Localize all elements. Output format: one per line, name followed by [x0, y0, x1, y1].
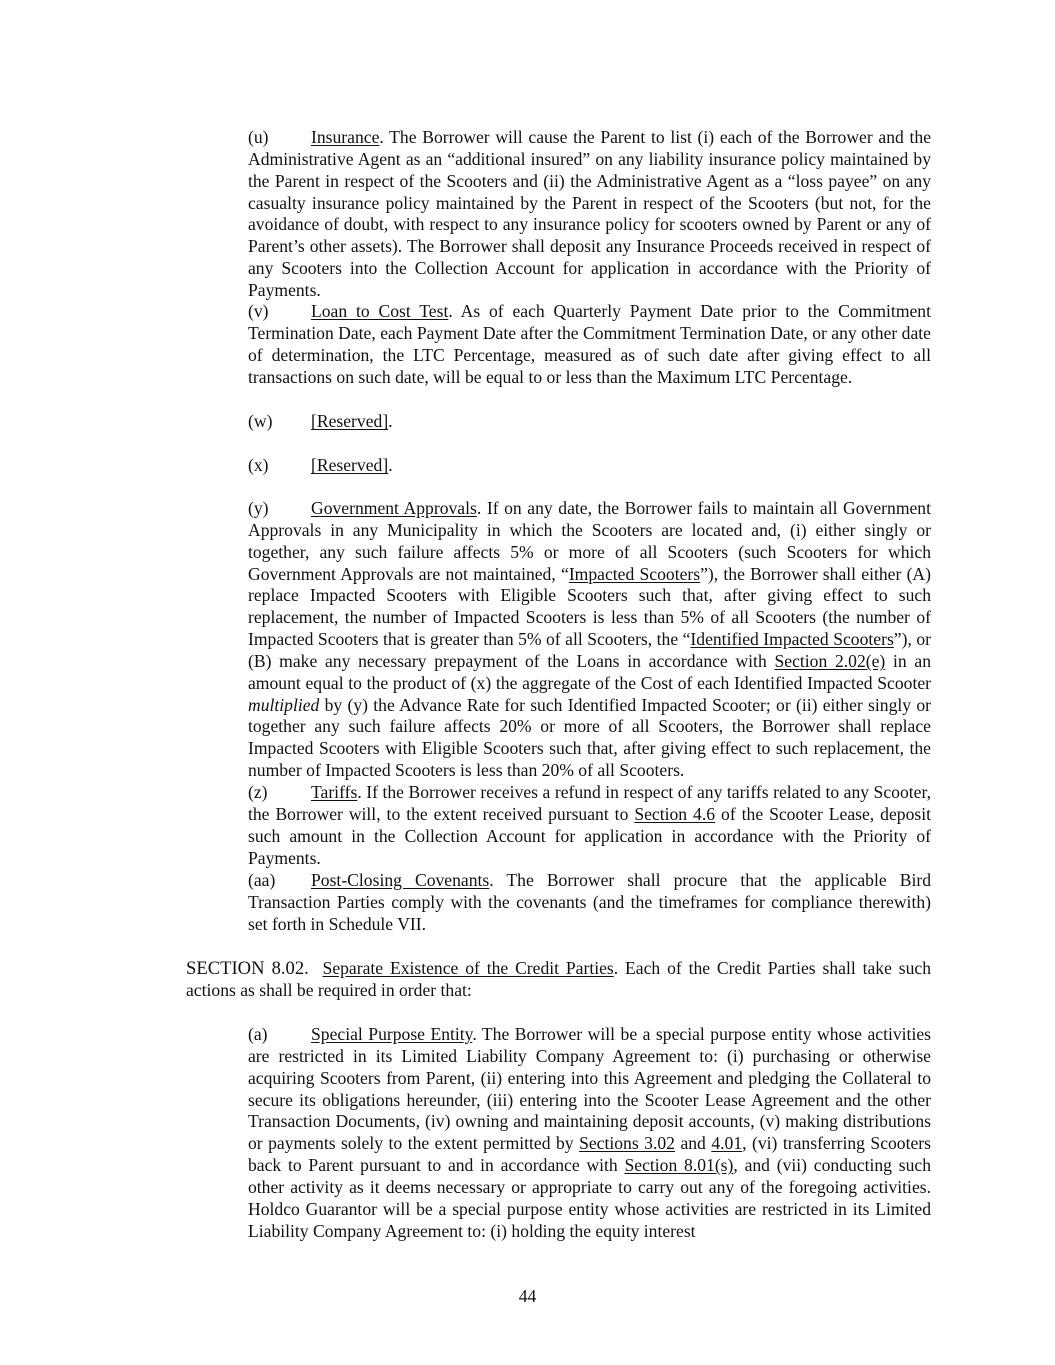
paragraph-v-loan-to-cost-test — [124, 301, 931, 388]
clause-text: ”), the Borrower shall either (A) replace Impacted Scooters with Eligible Scooters such that, after giving effect to such replacement, the number of Impacted Scooters is less than 5% of all Scooters (the number of Impacted Scooters that is greater than 5% of all Scooters, the “ — [248, 563, 931, 650]
clause-label: (x) — [248, 455, 269, 475]
section-label: SECTION 8.02. — [186, 958, 309, 979]
clause-heading: Post-Closing Covenants — [311, 870, 490, 890]
clause-label: (z) — [248, 782, 268, 802]
section-reference: Section 8.01(s) — [624, 1155, 734, 1176]
clause-text: in an amount equal to the product of (x) the aggregate of the Cost of each Identified Impacted Scooter — [248, 650, 932, 693]
section-reference: 4.01 — [711, 1133, 743, 1154]
clause-heading: Special Purpose Entity — [311, 1024, 473, 1044]
section-reference: Section 4.6 — [634, 803, 716, 824]
clause-label: (v) — [248, 301, 269, 321]
clause-text: . If on any date, the Borrower fails to maintain all Government Approvals in any Municipality in which the Scooters are located and, (i) either singly or together, any such failure affects 5% or more of all Scooters (such Scooters for which Government Approvals are not maintained, “ — [248, 498, 931, 584]
emphasis-text: multiplied — [248, 694, 320, 715]
clause-label: (y) — [248, 498, 269, 518]
clause-label: (u) — [248, 127, 269, 147]
page-number: 44 — [518, 1286, 537, 1306]
defined-term: Impacted Scooters — [568, 563, 701, 584]
clause-heading: Tariffs — [311, 782, 358, 802]
clause-label: (a) — [248, 1024, 268, 1044]
clause-text: . The Borrower will be a special purpose entity whose activities are restricted in its Limited Liability Company Agreement to: (i) purchasing or otherwise acquiring Scooters from Parent, (ii) entering into this Agreement and pledging the Collateral to secure its obligations hereunder, (iii) entering into the Scooter Lease Agreement and the other Transaction Documents, (iv) owning and maintaining deposit accounts, (v) making distributions or payments solely to the extent permitted by — [248, 1024, 931, 1154]
clause-text: . If the Borrower receives a refund in respect of any tariffs related to any Scooter, the Borrower will, to the extent received pursuant to — [248, 782, 931, 824]
section-text: . Each of the Credit Parties shall take such actions as shall be required in order that: — [186, 958, 932, 1000]
clause-text: , (vi) transferring Scooters back to Parent pursuant to and in accordance with — [248, 1133, 932, 1176]
section-8-02-heading-paragraph — [124, 958, 931, 1002]
defined-term: Identified Impacted Scooters — [690, 629, 894, 650]
clause-label: (aa) — [248, 870, 276, 890]
paragraph-u-insurance — [124, 127, 931, 302]
clause-text: , and (vii) conducting such other activity as it deems necessary or appropriate to carry out any of the foregoing activities. Holdco Guarantor will be a special purpose entity whose activities are restricted in its Limited Liability Company Agreement to: (i) holding the equity interest — [248, 1155, 931, 1241]
section-reference: Sections 3.02 — [579, 1133, 675, 1154]
paragraph-y-government-approvals — [124, 498, 931, 782]
section-reference: Section 2.02(e) — [774, 650, 886, 671]
clause-heading: [Reserved] — [311, 411, 389, 431]
clause-text: . As of each Quarterly Payment Date prior to the Commitment Termination Date, each Payment Date after the Commitment Termination Date, or any other date of determination, the LTC Percentage, measured as of such date after giving effect to all transactions on such date, will be equal to or less than the Maximum LTC Percentage. — [248, 301, 931, 387]
clause-text: . The Borrower will cause the Parent to list (i) each of the Borrower and the Administrative Agent as an “additional insured” on any liability insurance policy maintained by the Parent in respect of the Scooters and (ii) the Administrative Agent as a “loss payee” on any casualty insurance policy maintained by the Parent in respect of the Scooters (but not, for the avoidance of doubt, with respect to any insurance policy for scooters owned by Parent or any of Parent’s other assets). The Borrower shall deposit any Insurance Proceeds received in respect of any Scooters into the Collection Account for application in accordance with the Priority of Payments. — [248, 127, 931, 300]
clause-text: and — [674, 1133, 712, 1154]
paragraph-aa-post-closing-covenants — [124, 870, 931, 936]
clause-text: . The Borrower shall procure that the applicable Bird Transaction Parties comply with the covenants (and the timeframes for compliance therewith) set forth in Schedule VII. — [248, 870, 931, 934]
clause-heading: Insurance — [311, 127, 380, 147]
clause-text: . — [388, 455, 393, 475]
clause-heading: Loan to Cost Test — [311, 301, 449, 321]
paragraph-z-tariffs — [124, 782, 931, 869]
paragraph-a-special-purpose-entity — [124, 1024, 931, 1242]
clause-text: by (y) the Advance Rate for such Identified Impacted Scooter; or (ii) either singly or together any such failure affects 20% or more of all Scooters, the Borrower shall replace Impacted Scooters with Eligible Scooters such that, after giving effect to such replacement, the number of Impacted Scooters is less than 20% of all Scooters. — [248, 694, 931, 781]
clause-text: ”), or (B) make any necessary prepayment of the Loans in accordance with — [248, 629, 931, 671]
clause-text: . — [388, 411, 393, 431]
clause-heading: Government Approvals — [311, 498, 477, 518]
paragraph-w-reserved — [124, 411, 931, 433]
section-heading: Separate Existence of the Credit Parties — [322, 958, 614, 978]
clause-heading: [Reserved] — [311, 455, 389, 475]
paragraph-x-reserved — [124, 455, 931, 477]
clause-text: of the Scooter Lease, deposit such amount in the Collection Account for application in accordance with the Priority of Payments. — [248, 803, 931, 868]
clause-label: (w) — [248, 411, 273, 431]
